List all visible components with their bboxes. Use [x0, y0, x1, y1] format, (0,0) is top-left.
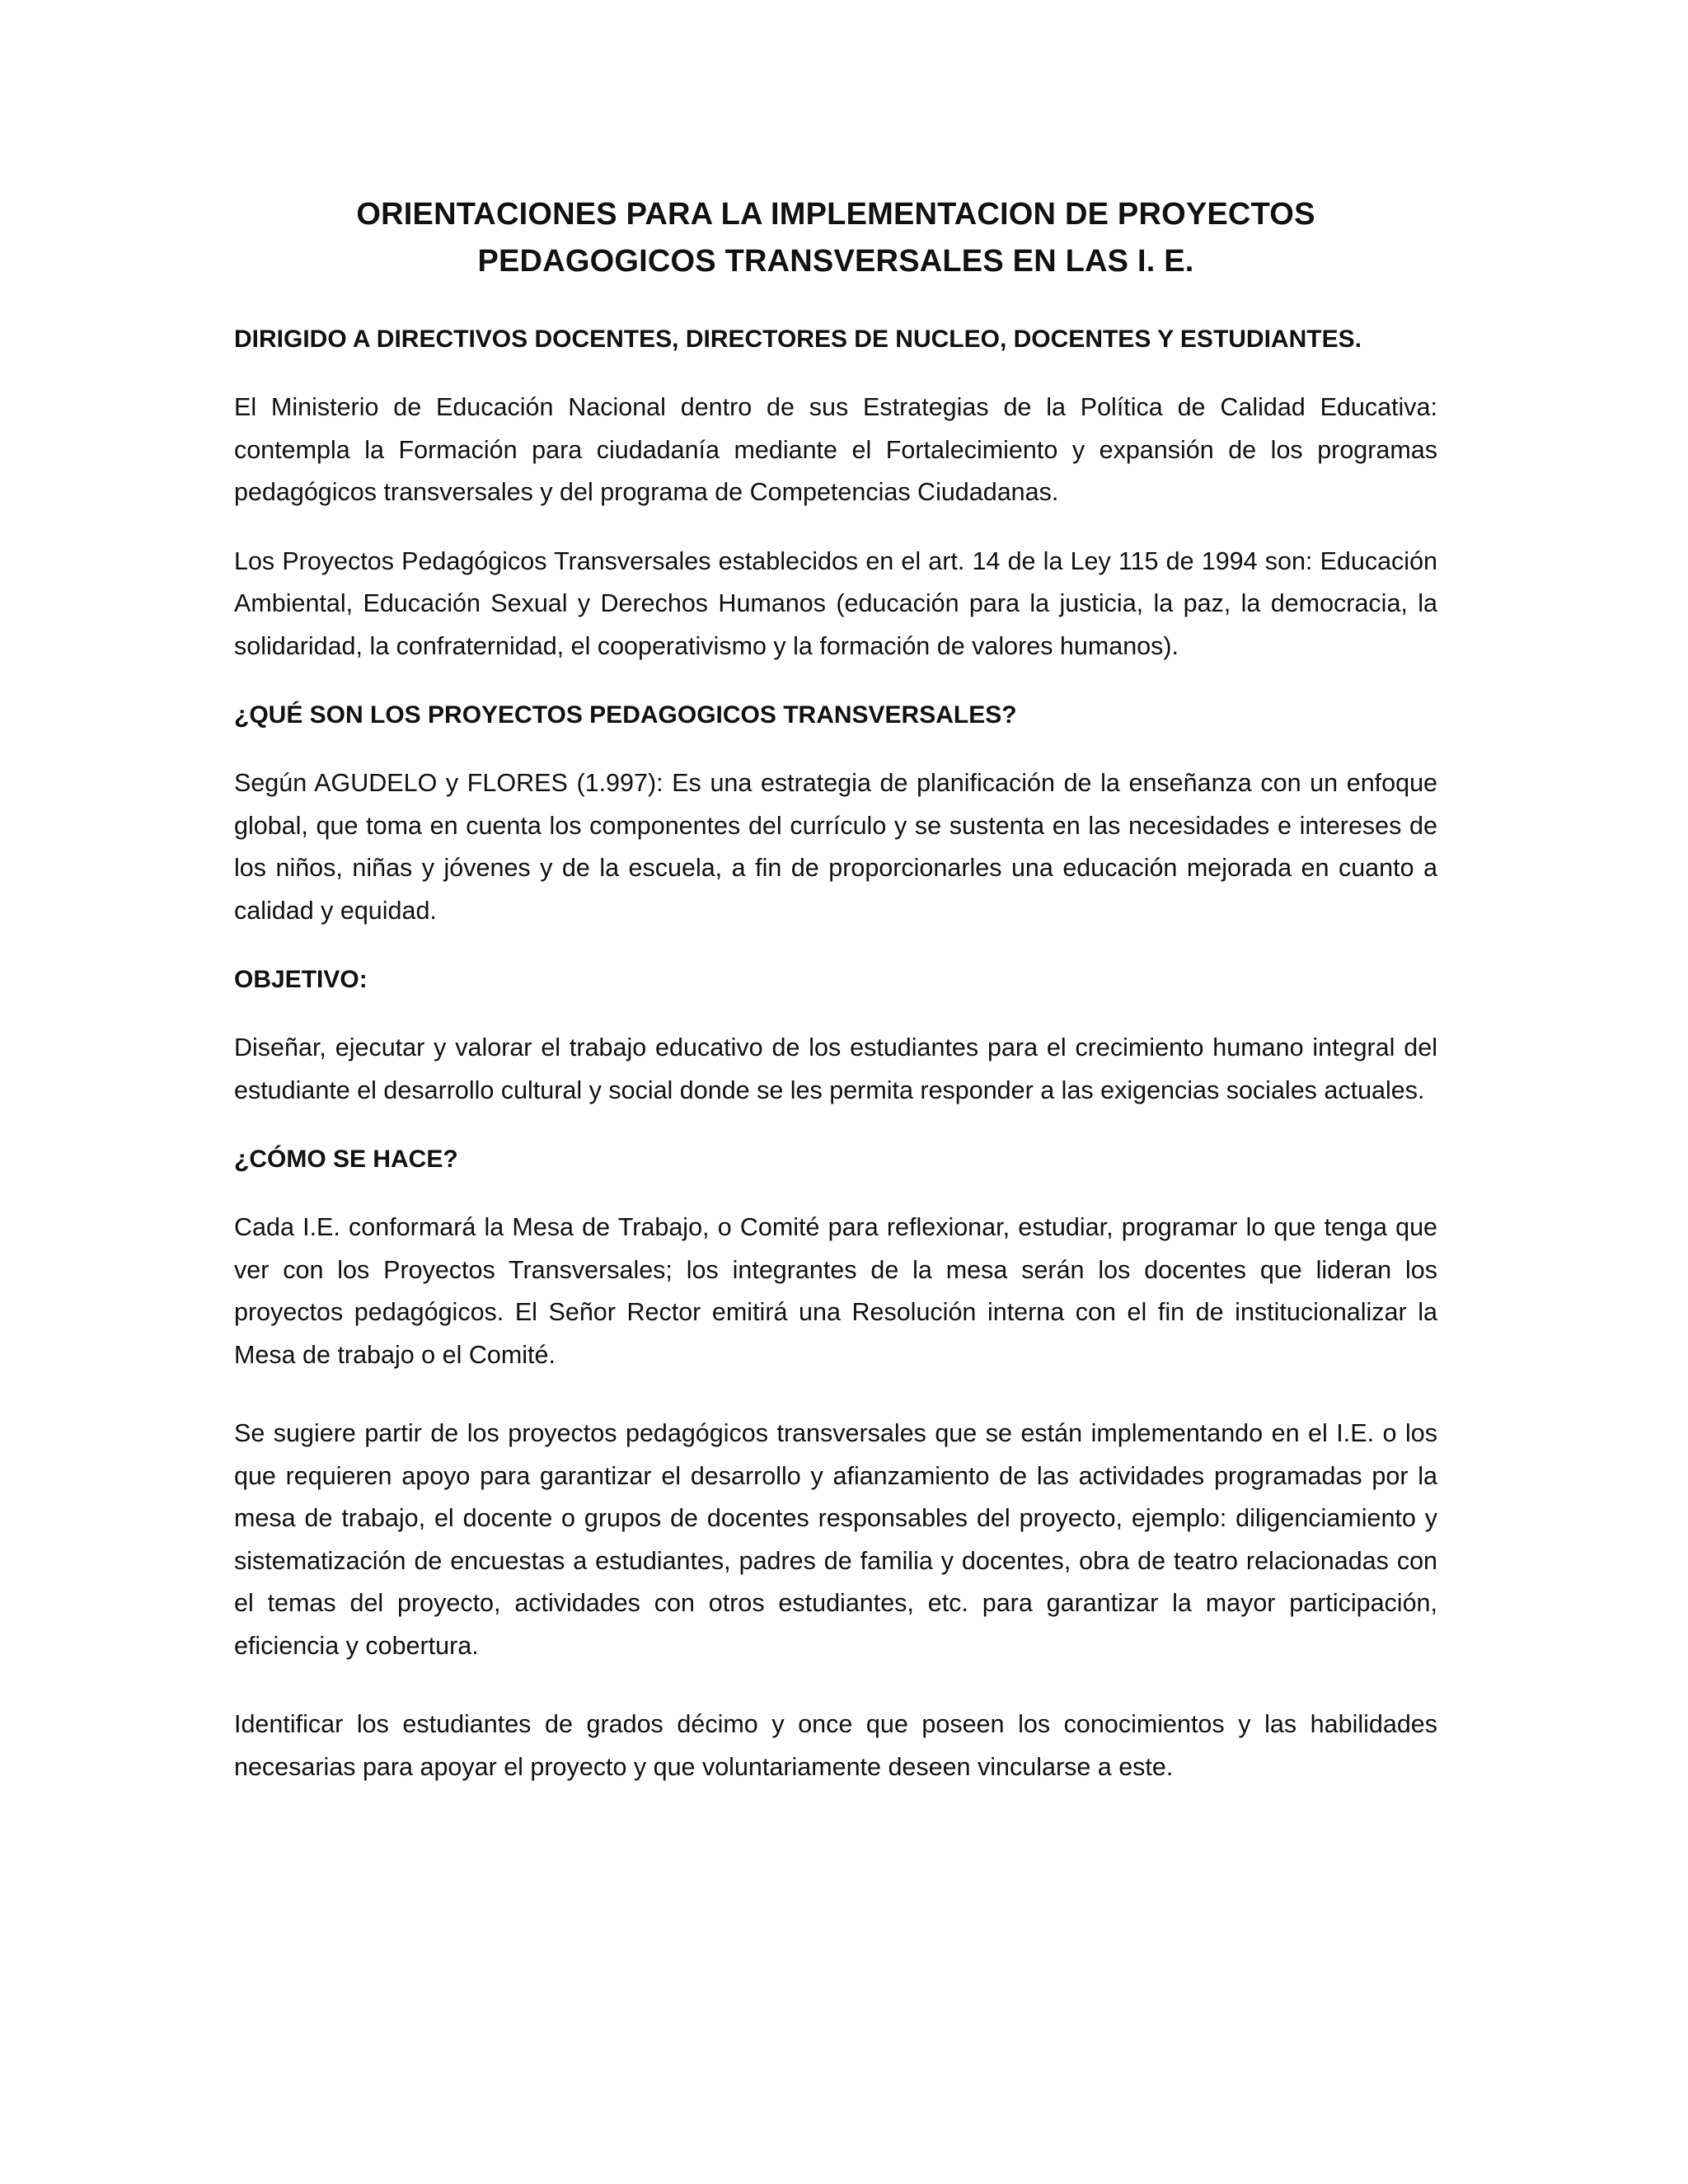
title-line-1: ORIENTACIONES PARA LA IMPLEMENTACION DE PROYECTOS	[356, 197, 1315, 232]
title-line-2: PEDAGOGICOS TRANSVERSALES EN LAS I. E.	[477, 244, 1194, 279]
document-content	[234, 191, 1437, 1815]
paragraph-proyectos: Los Proyectos Pedagógicos Transversales establecidos en el art. 14 de la Ley 115 de 1994 son: Educación Ambiental, Educación Sexual y Derechos Humanos (educación para la justicia, la paz, la democracia, la solidaridad, la confraternidad, el cooperativismo y la formación de valores humanos).	[234, 546, 1437, 660]
document-title	[234, 191, 1437, 285]
paragraph-segun: Según AGUDELO y FLORES (1.997): Es una estrategia de planificación de la enseñanza con un enfoque global, que toma en cuenta los componentes del currículo y se sustenta en las necesidades e intereses de los niños, niñas y jóvenes y de la escuela, a fin de proporcionarles una educación mejorada en cuanto a calidad y equidad.	[234, 769, 1437, 925]
section-heading-que-son: ¿QUÉ SON LOS PROYECTOS PEDAGOGICOS TRANSVERSALES?	[234, 701, 1017, 729]
paragraph-sugiere: Se sugiere partir de los proyectos pedagógicos transversales que se están implementando en el I.E. o los que requieren apoyo para garantizar el desarrollo y afianzamiento de las actividades programadas por la mesa de trabajo, el docente o grupos de docentes responsables del proyecto, ejemplo: diligenciamiento y sistematización de encuestas a estudiantes, padres de familia y docentes, obra de teatro relacionadas con el temas del proyecto, actividades con otros estudiantes, etc. para garantizar la mayor participación, eficiencia y cobertura.	[234, 1419, 1437, 1660]
paragraph-identificar: Identificar los estudiantes de grados décimo y once que poseen los conocimientos y las habilidades necesarias para apoyar el proyecto y que voluntariamente deseen vincularse a este.	[234, 1710, 1437, 1781]
section-heading-objetivo: OBJETIVO:	[234, 966, 368, 993]
paragraph-ministerio: El Ministerio de Educación Nacional dentro de sus Estrategias de la Política de Calidad Educativa: contempla la Formación para ciudadanía mediante el Fortalecimiento y expansión de los programas pedagógicos transversales y del programa de Competencias Ciudadanas.	[234, 393, 1437, 506]
section-heading-como: ¿CÓMO SE HACE?	[234, 1146, 458, 1173]
audience-heading: DIRIGIDO A DIRECTIVOS DOCENTES, DIRECTORES DE NUCLEO, DOCENTES Y ESTUDIANTES.	[234, 326, 1362, 353]
paragraph-objetivo: Diseñar, ejecutar y valorar el trabajo educativo de los estudiantes para el crecimiento humano integral del estudiante el desarrollo cultural y social donde se les permita responder a las exigencias sociales actuales.	[234, 1033, 1437, 1104]
paragraph-cada: Cada I.E. conformará la Mesa de Trabajo, o Comité para reflexionar, estudiar, programar lo que tenga que ver con los Proyectos Transversales; los integrantes de la mesa serán los docentes que lideran los proyectos pedagógicos. El Señor Rector emitirá una Resolución interna con el fin de institucionalizar la Mesa de trabajo o el Comité.	[234, 1213, 1437, 1369]
